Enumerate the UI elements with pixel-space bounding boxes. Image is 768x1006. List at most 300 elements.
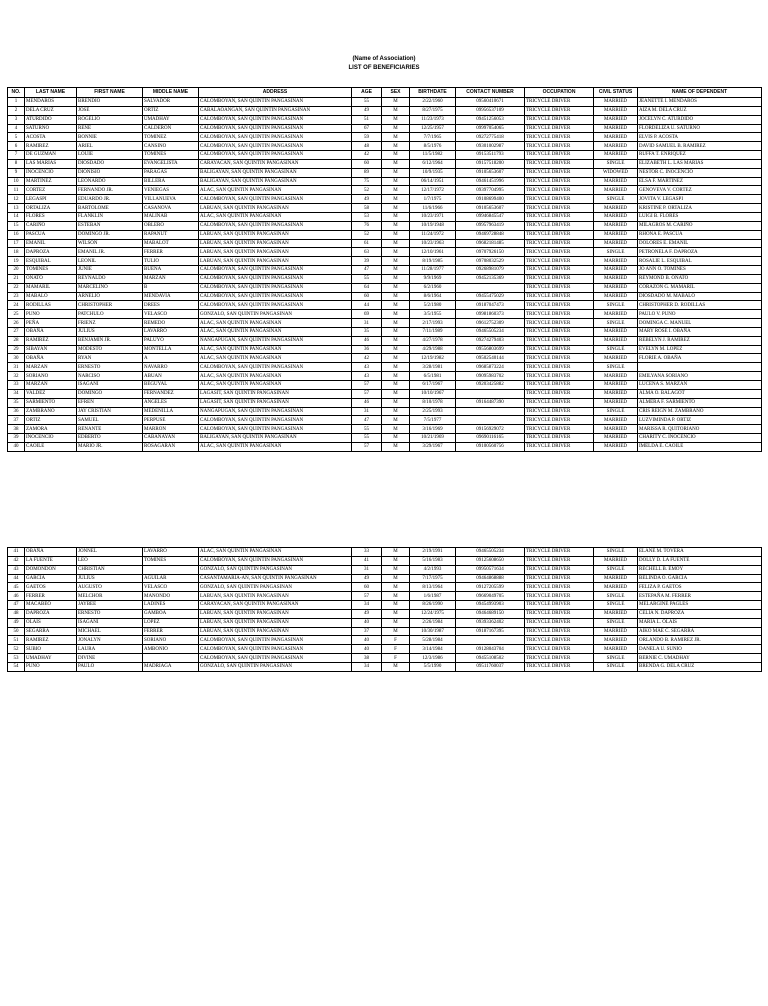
col-age-cell: 57 — [352, 442, 382, 451]
col-birthdate-cell: 11/6/1966 — [410, 204, 456, 213]
col-first-name-cell: MARIO JR. — [77, 442, 143, 451]
col-first-name-cell: BRENDIO — [77, 98, 143, 107]
col-contact-number-cell: 09707926150 — [456, 248, 525, 257]
col-contact-number-cell: 09465505234 — [456, 548, 525, 557]
col-no-cell: 16 — [8, 230, 25, 239]
col-occupation-cell: TRICYCLE DRIVER — [525, 301, 594, 310]
col-first-name-cell: NARCISO — [77, 372, 143, 381]
col-civil-status-cell: MARRIED — [594, 336, 638, 345]
col-age-cell: 89 — [352, 168, 382, 177]
col-middle-name-cell: LAVARRO — [143, 327, 199, 336]
col-birthdate-cell: 06/14/1951 — [410, 177, 456, 186]
col-birthdate-cell: 3/28/1981 — [410, 363, 456, 372]
col-occupation-cell: TRICYCLE DRIVER — [525, 195, 594, 204]
col-civil-status-cell: SINGLE — [594, 618, 638, 627]
col-no-cell: 39 — [8, 434, 25, 443]
col-first-name-cell: WILSON — [77, 239, 143, 248]
col-no-cell: 45 — [8, 583, 25, 592]
col-contact-number-cell: 09157518200 — [456, 159, 525, 168]
col-birthdate-cell: 7/17/1975 — [410, 574, 456, 583]
col-occupation-cell: TRICYCLE DRIVER — [525, 133, 594, 142]
col-first-name-cell: REYNALDO — [77, 274, 143, 283]
col-sex-cell: M — [382, 601, 410, 610]
col-age-cell: 49 — [352, 195, 382, 204]
col-civil-status-cell: MARRIED — [594, 186, 638, 195]
col-address-cell: CALOMBOYAN, SAN QUINTIN PANGASINAN — [199, 142, 352, 151]
col-contact-number-cell: 09511760037 — [456, 662, 525, 671]
col-civil-status-cell: SINGLE — [594, 301, 638, 310]
col-address-cell: LABUAN, SAN QUINTIN PANGASINAN — [199, 609, 352, 618]
col-middle-name-cell: MEDENILLA — [143, 407, 199, 416]
col-last-name-cell: TOMINES — [25, 266, 77, 275]
table-row — [8, 133, 762, 142]
table-row — [8, 142, 762, 151]
table-row — [8, 354, 762, 363]
col-address-cell: LABUAN, SAN QUINTIN PANGASINAN — [199, 204, 352, 213]
col-civil-status-cell: MARRIED — [594, 115, 638, 124]
col-sex-cell: M — [382, 574, 410, 583]
col-last-name-cell: CORTEZ — [25, 186, 77, 195]
col-civil-status-cell: SINGLE — [594, 548, 638, 557]
col-last-name-cell: SEGARRA — [25, 627, 77, 636]
col-middle-name-cell: BEGUYAL — [143, 381, 199, 390]
col-no-cell: 50 — [8, 627, 25, 636]
col-address-cell: CALOMBOYAN, SAN QUINTIN PANGASINAN — [199, 636, 352, 645]
col-last-name-cell: MABALO — [25, 292, 77, 301]
col-civil-status-cell: MARRIED — [594, 98, 638, 107]
table-row — [8, 168, 762, 177]
col-contact-number-cell: 09981860373 — [456, 310, 525, 319]
col-middle-name-cell: PARAGAS — [143, 168, 199, 177]
col-age-cell: 44 — [352, 301, 382, 310]
table-row — [8, 292, 762, 301]
col-name-of-dependent-cell: AIKO MAE C. SEGARRA — [638, 627, 762, 636]
col-address-cell: CALOMBOYAN, SAN QUINTIN PANGASINAN — [199, 115, 352, 124]
col-occupation-cell: TRICYCLE DRIVER — [525, 354, 594, 363]
col-age-cell: 40 — [352, 645, 382, 654]
col-birthdate-cell: 6/2/1960 — [410, 283, 456, 292]
col-middle-name-cell: CALDERON — [143, 124, 199, 133]
col-first-name-cell: JAYBEE — [77, 601, 143, 610]
header-row — [8, 88, 762, 98]
col-age-cell: 55 — [352, 98, 382, 107]
col-birthdate-cell: 1/7/1975 — [410, 195, 456, 204]
col-first-name-cell: LEO — [77, 556, 143, 565]
col-no-cell: 17 — [8, 239, 25, 248]
col-sex-cell: M — [382, 124, 410, 133]
col-contact-number-cell: 09268981079 — [456, 266, 525, 275]
col-first-name-cell: PATCHULO — [77, 310, 143, 319]
col-address-cell: ALAC, SAN QUINTIN PANGASINAN — [199, 372, 352, 381]
col-birthdate-cell: 5/16/1983 — [410, 556, 456, 565]
col-civil-status-cell: MARRIED — [594, 442, 638, 451]
col-name-of-dependent-cell: REBELYN J. RAMIREZ — [638, 336, 762, 345]
col-first-name-cell: RYAN — [77, 354, 143, 363]
col-middle-name-cell: TOMINES — [143, 151, 199, 160]
col-contact-number-cell: 09454993903 — [456, 601, 525, 610]
col-address-cell: CALOMBOYAN, SAN QUINTIN PANGASINAN — [199, 221, 352, 230]
col-sex-cell: M — [382, 177, 410, 186]
col-middle-name-cell: MANONDO — [143, 592, 199, 601]
col-address-cell: NANGAPUGAN, SAN QUINTIN PANGASINAN — [199, 336, 352, 345]
col-address-cell: CALOMBOYAN, SAN QUINTIN PANGASINAN — [199, 416, 352, 425]
col-middle-name-cell: TOMINEZ — [143, 133, 199, 142]
col-address-cell: GONZALO, SAN QUINTIN PANGASINAN — [199, 583, 352, 592]
table-row — [8, 151, 762, 160]
table-row — [8, 548, 762, 557]
col-last-name-cell: ZAMBRANO — [25, 407, 77, 416]
col-occupation-cell: TRICYCLE DRIVER — [525, 159, 594, 168]
col-name-of-dependent-cell: JEANETTE I. MENDAROS — [638, 98, 762, 107]
col-name-of-dependent-cell: ELSA F. MARTINEZ — [638, 177, 762, 186]
table-row — [8, 618, 762, 627]
col-no-cell: 35 — [8, 398, 25, 407]
col-first-name-cell: MARCELINO — [77, 283, 143, 292]
col-no-cell: 37 — [8, 416, 25, 425]
col-civil-status-cell: MARRIED — [594, 212, 638, 221]
col-name-of-dependent-cell: GENOVEVA V. CORTEZ — [638, 186, 762, 195]
col-first-name-cell: DOMINGO JR. — [77, 230, 143, 239]
col-contact-number-cell: 09301002987 — [456, 142, 525, 151]
col-sex-cell: M — [382, 556, 410, 565]
col-civil-status-cell: SINGLE — [594, 345, 638, 354]
col-birthdate-cell: 3/16/1969 — [410, 425, 456, 434]
col-first-name-cell: EMANIL JR. — [77, 248, 143, 257]
col-age-cell: 59 — [352, 133, 382, 142]
col-birthdate-cell: 6/12/1964 — [410, 159, 456, 168]
col-address-cell: CALOMBOYAN, SAN QUINTIN PANGASINAN — [199, 301, 352, 310]
col-name-of-dependent-cell: DAVID SAMUEL B. RAMIREZ — [638, 142, 762, 151]
col-name-of-dependent-cell: BERNIE C. UMADHAY — [638, 654, 762, 663]
col-first-name-cell: DIONISIO — [77, 168, 143, 177]
col-sex-cell: M — [382, 434, 410, 443]
col-civil-status-cell: MARRIED — [594, 556, 638, 565]
col-address-cell: CALOMBOYAN, SAN QUINTIN PANGASINAN — [199, 654, 352, 663]
col-address-cell: CALOMBOYAN, SAN QUINTIN PANGASINAN — [199, 425, 352, 434]
col-age-cell: 31 — [352, 565, 382, 574]
col-age-header: AGE — [352, 88, 382, 98]
col-sex-cell: M — [382, 248, 410, 257]
col-age-cell: 57 — [352, 381, 382, 390]
col-address-cell: CALOMBOYAN, SAN QUINTIN PANGASINAN — [199, 266, 352, 275]
col-contact-number-header: CONTACT NUMBER — [456, 88, 525, 98]
col-name-of-dependent-cell: AIZA M. DELA CRUZ — [638, 106, 762, 115]
col-birthdate-cell: 9/9/1969 — [410, 274, 456, 283]
col-name-of-dependent-cell: ALMA O. BALAGOT — [638, 389, 762, 398]
col-sex-cell: M — [382, 372, 410, 381]
col-sex-cell: M — [382, 592, 410, 601]
col-no-cell: 40 — [8, 442, 25, 451]
col-birthdate-cell: 2/19/1991 — [410, 548, 456, 557]
col-birthdate-cell: 5/5/1990 — [410, 662, 456, 671]
col-first-name-cell: BONNIE — [77, 133, 143, 142]
col-first-name-cell: BENJAMIN JR. — [77, 336, 143, 345]
col-last-name-cell: DE GUZMAN — [25, 151, 77, 160]
col-age-cell: 34 — [352, 662, 382, 671]
col-middle-name-cell: VELASCO — [143, 310, 199, 319]
col-sex-cell: M — [382, 583, 410, 592]
col-birthdate-cell: 6/5/1981 — [410, 372, 456, 381]
col-contact-number-cell: 09127205599 — [456, 583, 525, 592]
col-sex-cell: M — [382, 168, 410, 177]
col-middle-name-cell: RAPANUT — [143, 230, 199, 239]
col-civil-status-cell: MARRIED — [594, 133, 638, 142]
col-last-name-cell: SARMIENTO — [25, 398, 77, 407]
col-no-cell: 38 — [8, 425, 25, 434]
col-first-name-cell: ISAGANI — [77, 381, 143, 390]
col-age-cell: 60 — [352, 583, 382, 592]
col-civil-status-cell: MARRIED — [594, 204, 638, 213]
col-contact-number-cell: 09560410671 — [456, 98, 525, 107]
col-sex-cell: M — [382, 133, 410, 142]
col-no-cell: 36 — [8, 407, 25, 416]
table-row — [8, 398, 762, 407]
col-birthdate-cell: 10/23/1971 — [410, 212, 456, 221]
col-age-cell: 60 — [352, 292, 382, 301]
col-contact-number-cell — [456, 416, 525, 425]
col-no-cell: 13 — [8, 204, 25, 213]
col-middle-name-cell: FERRER — [143, 627, 199, 636]
col-civil-status-cell: MARRIED — [594, 310, 638, 319]
col-name-of-dependent-cell: MARY ROSE I. OBAÑA — [638, 327, 762, 336]
col-no-cell: 29 — [8, 345, 25, 354]
col-address-cell: LABUAN, SAN QUINTIN PANGASINAN — [199, 592, 352, 601]
col-contact-number-cell: 09690116165 — [456, 434, 525, 443]
col-first-name-cell: PAULO — [77, 662, 143, 671]
col-contact-number-cell: 09187167395 — [456, 627, 525, 636]
col-sex-cell: M — [382, 442, 410, 451]
table-row — [8, 442, 762, 451]
col-name-of-dependent-cell: RUFFA T. ENRIQUEZ — [638, 151, 762, 160]
col-birthdate-cell: 4/27/1978 — [410, 336, 456, 345]
col-name-of-dependent-cell: FLORDELIZA U. SATURNO — [638, 124, 762, 133]
col-no-cell: 30 — [8, 354, 25, 363]
col-contact-number-cell: 09455108502 — [456, 654, 525, 663]
col-first-name-cell: LEONARDO — [77, 177, 143, 186]
col-civil-status-cell: MARRIED — [594, 398, 638, 407]
col-name-of-dependent-cell: ORLANDO B. RAMIREZ JR. — [638, 636, 762, 645]
col-address-cell: CALOMBOYAN, SAN QUINTIN PANGASINAN — [199, 151, 352, 160]
table-row — [8, 248, 762, 257]
col-sex-cell: M — [382, 301, 410, 310]
col-civil-status-cell: SINGLE — [594, 195, 638, 204]
col-last-name-cell: CARIÑO — [25, 221, 77, 230]
col-sex-cell: M — [382, 425, 410, 434]
col-last-name-cell: INOCENCIO — [25, 434, 77, 443]
col-age-cell: 55 — [352, 274, 382, 283]
col-address-cell: ALAC, SAN QUINTIN PANGASINAN — [199, 442, 352, 451]
col-last-name-cell: DAPROZA — [25, 609, 77, 618]
col-no-cell: 41 — [8, 548, 25, 557]
col-no-cell: 14 — [8, 212, 25, 221]
col-occupation-cell: TRICYCLE DRIVER — [525, 177, 594, 186]
col-sex-cell: M — [382, 618, 410, 627]
col-civil-status-cell: SINGLE — [594, 601, 638, 610]
col-no-cell: 34 — [8, 389, 25, 398]
table-row — [8, 583, 762, 592]
col-address-cell: ALAC, SAN QUINTIN PANGASINAN — [199, 354, 352, 363]
col-civil-status-cell: MARRIED — [594, 283, 638, 292]
col-age-cell: 49 — [352, 609, 382, 618]
col-civil-status-cell: MARRIED — [594, 354, 638, 363]
col-age-cell: 43 — [352, 372, 382, 381]
table-row — [8, 609, 762, 618]
col-address-cell: CALOMBOYAN, SAN QUINTIN PANGASINAN — [199, 645, 352, 654]
col-birthdate-cell: 2/22/1960 — [410, 98, 456, 107]
col-occupation-cell: TRICYCLE DRIVER — [525, 151, 594, 160]
col-occupation-cell: TRICYCLE DRIVER — [525, 336, 594, 345]
table-row — [8, 407, 762, 416]
col-middle-name-cell: VENIEGAS — [143, 186, 199, 195]
table-row — [8, 212, 762, 221]
col-contact-number-cell: 09464868888 — [456, 574, 525, 583]
col-contact-number-cell: 09452135369 — [456, 274, 525, 283]
col-address-cell: NANGAPUGAN, SAN QUINTIN PANGASINAN — [199, 407, 352, 416]
col-occupation-cell: TRICYCLE DRIVER — [525, 389, 594, 398]
table-row — [8, 257, 762, 266]
col-contact-number-cell: 09105653607 — [456, 204, 525, 213]
col-birthdate-cell: 5/2/1980 — [410, 301, 456, 310]
col-middle-name-cell: CABANAYAN — [143, 434, 199, 443]
col-occupation-cell: TRICYCLE DRIVER — [525, 98, 594, 107]
col-birthdate-cell: 12/10/1961 — [410, 248, 456, 257]
col-civil-status-cell: MARRIED — [594, 372, 638, 381]
col-sex-cell: M — [382, 345, 410, 354]
col-contact-number-cell — [456, 407, 525, 416]
table-row — [8, 301, 762, 310]
col-contact-number-cell: 09612752309 — [456, 319, 525, 328]
col-contact-number-cell: 09556803699 — [456, 345, 525, 354]
col-name-of-dependent-cell: LUCENA S. MARZAN — [638, 381, 762, 390]
col-first-name-cell: JONNEL — [77, 548, 143, 557]
col-first-name-cell: JAY CRISTIAN — [77, 407, 143, 416]
col-occupation-header: OCCUPATION — [525, 88, 594, 98]
col-occupation-cell: TRICYCLE DRIVER — [525, 645, 594, 654]
table-row — [8, 416, 762, 425]
col-address-cell: LAGASIT, SAN QUINTIN PANGASINAN — [199, 398, 352, 407]
col-address-cell: BALIGAYAN, SAN QUINTIN PANGASINAN — [199, 434, 352, 443]
col-name-of-dependent-cell: LUZVIMINDA P. ORTIZ — [638, 416, 762, 425]
col-name-of-dependent-cell: KRISTINE P. ORTALIZA — [638, 204, 762, 213]
col-address-cell: ALAC, SAN QUINTIN PANGASINAN — [199, 327, 352, 336]
col-last-name-cell: OBAÑA — [25, 327, 77, 336]
col-name-of-dependent-cell: MILAGROS M. CARIÑO — [638, 221, 762, 230]
col-birthdate-cell: 11/28/1977 — [410, 266, 456, 275]
col-birthdate-cell: 2/26/1984 — [410, 618, 456, 627]
col-sex-cell: M — [382, 221, 410, 230]
col-first-name-cell: BARTOLOME — [77, 204, 143, 213]
col-sex-cell: M — [382, 609, 410, 618]
col-occupation-cell: TRICYCLE DRIVER — [525, 142, 594, 151]
col-name-of-dependent-cell: ALMERA F. SARMIENTO — [638, 398, 762, 407]
col-last-name-cell: VALDEZ — [25, 389, 77, 398]
col-age-cell: 51 — [352, 115, 382, 124]
col-name-of-dependent-cell: MARIA L. OLAIS — [638, 618, 762, 627]
col-no-cell: 8 — [8, 159, 25, 168]
col-age-cell: 46 — [352, 336, 382, 345]
col-birthdate-cell: 8/10/1978 — [410, 398, 456, 407]
col-birthdate-cell: 2/17/1993 — [410, 319, 456, 328]
col-first-name-cell: JULIUS — [77, 327, 143, 336]
col-first-name-cell: ERNESTO — [77, 609, 143, 618]
col-last-name-cell: PUNO — [25, 310, 77, 319]
table-row — [8, 556, 762, 565]
table-row — [8, 319, 762, 328]
col-civil-status-cell: MARRIED — [594, 230, 638, 239]
col-name-of-dependent-cell: JOCELYN C. ATURDIDO — [638, 115, 762, 124]
col-no-cell: 15 — [8, 221, 25, 230]
table-row — [8, 283, 762, 292]
col-birthdate-header: BIRTHDATE — [410, 88, 456, 98]
col-occupation-cell: TRICYCLE DRIVER — [525, 654, 594, 663]
col-first-name-cell: EDBERTO — [77, 434, 143, 443]
col-occupation-cell: TRICYCLE DRIVER — [525, 398, 594, 407]
col-age-cell: 36 — [352, 345, 382, 354]
col-occupation-cell: TRICYCLE DRIVER — [525, 319, 594, 328]
col-name-of-dependent-cell: ELVIS P. ACOSTA — [638, 133, 762, 142]
col-middle-name-cell: MENDAVIA — [143, 292, 199, 301]
col-birthdate-cell: 4/29/1988 — [410, 345, 456, 354]
col-contact-number-cell: 09464689150 — [456, 609, 525, 618]
table-row — [8, 389, 762, 398]
col-no-cell: 27 — [8, 327, 25, 336]
col-civil-status-cell: SINGLE — [594, 565, 638, 574]
col-name-of-dependent-cell: CRIS REIGN M. ZAMBRANO — [638, 407, 762, 416]
col-birthdate-cell: 11/5/1982 — [410, 151, 456, 160]
col-occupation-cell: TRICYCLE DRIVER — [525, 283, 594, 292]
col-first-name-cell: MODESTO — [77, 345, 143, 354]
col-age-cell: 34 — [352, 601, 382, 610]
col-last-name-cell: SUBIO — [25, 645, 77, 654]
col-occupation-cell: TRICYCLE DRIVER — [525, 425, 594, 434]
col-occupation-cell: TRICYCLE DRIVER — [525, 592, 594, 601]
col-address-cell: ALAC, SAN QUINTIN PANGASINAN — [199, 319, 352, 328]
col-last-name-cell: MARTINEZ — [25, 177, 77, 186]
col-no-cell: 46 — [8, 592, 25, 601]
col-contact-number-cell: 09393362402 — [456, 618, 525, 627]
col-occupation-cell: TRICYCLE DRIVER — [525, 292, 594, 301]
col-birthdate-cell: 10/30/1987 — [410, 627, 456, 636]
col-last-name-cell: ORTIZ — [25, 416, 77, 425]
col-age-cell: 61 — [352, 239, 382, 248]
col-occupation-cell: TRICYCLE DRIVER — [525, 574, 594, 583]
table-row — [8, 274, 762, 283]
col-address-cell: ALAC, SAN QUINTIN PANGASINAN — [199, 345, 352, 354]
col-civil-status-cell: MARRIED — [594, 177, 638, 186]
col-contact-number-cell: 09164487390 — [456, 398, 525, 407]
col-no-cell: 19 — [8, 257, 25, 266]
col-contact-number-cell: 09100560756 — [456, 442, 525, 451]
col-address-cell: LABUAN, SAN QUINTIN PANGASINAN — [199, 618, 352, 627]
col-no-cell: 26 — [8, 319, 25, 328]
col-sex-cell: M — [382, 186, 410, 195]
col-contact-number-cell: 09128043704 — [456, 645, 525, 654]
col-middle-name-cell: ORTIZ — [143, 106, 199, 115]
col-sex-cell: M — [382, 407, 410, 416]
col-sex-cell: M — [382, 106, 410, 115]
col-first-name-cell: JULIUS — [77, 574, 143, 583]
col-age-cell: 46 — [352, 398, 382, 407]
table-row — [8, 327, 762, 336]
col-sex-cell: M — [382, 398, 410, 407]
col-civil-status-cell: MARRIED — [594, 274, 638, 283]
col-contact-number-cell: 09685873224 — [456, 363, 525, 372]
col-middle-name-cell: LADINES — [143, 601, 199, 610]
col-last-name-cell: DELA CRUZ — [25, 106, 77, 115]
col-sex-cell: M — [382, 195, 410, 204]
col-first-name-cell: MELCHOR — [77, 592, 143, 601]
col-contact-number-cell: 09469728848 — [456, 230, 525, 239]
